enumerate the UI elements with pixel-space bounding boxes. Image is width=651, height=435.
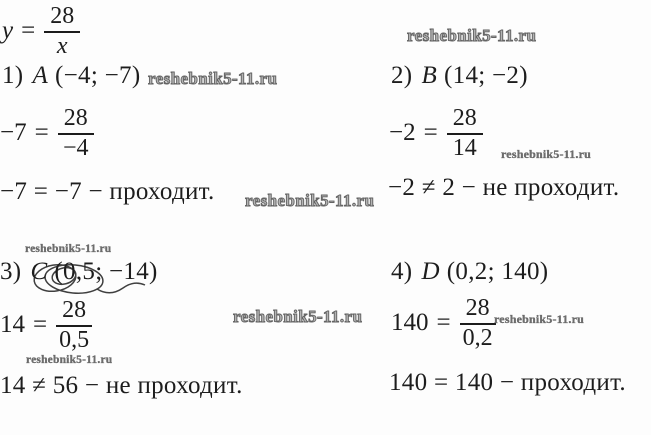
equation-lhs: −7: [0, 119, 27, 147]
point-4-conclusion: 140 = 140 − проходит.: [389, 369, 626, 396]
point-3-title: [0, 258, 158, 286]
fraction-28-over-02: [460, 296, 496, 351]
fraction-denominator: 0,2: [462, 324, 493, 351]
point-3-index: 3): [0, 258, 22, 285]
point-4-substitution-equation: [391, 296, 496, 351]
fraction-denominator: x: [56, 32, 68, 59]
point-1-title: [2, 62, 140, 90]
point-1-name: A: [32, 62, 49, 89]
point-4-name: D: [421, 258, 440, 285]
fraction-denominator: −4: [62, 134, 89, 161]
watermark: reshebnik5-11.ru: [501, 147, 591, 161]
equals-sign: =: [436, 309, 451, 337]
equals-sign: =: [33, 311, 48, 339]
point-3-coords: (0,5; −14): [54, 258, 158, 285]
point-3-conclusion: 14 ≠ 56 − не проходит.: [0, 372, 243, 399]
point-2-title: [391, 62, 528, 90]
watermark: reshebnik5-11.ru: [494, 312, 584, 326]
fraction-denominator: 14: [452, 134, 477, 161]
fraction-28-over-x: [44, 4, 80, 59]
point-4-coords: (0,2; 140): [446, 258, 549, 285]
main-function-formula: [2, 4, 80, 59]
watermark: reshebnik5-11.ru: [26, 354, 113, 366]
equals-sign: =: [423, 119, 438, 147]
point-2-name: B: [421, 62, 438, 89]
point-2-substitution-equation: [389, 106, 483, 161]
fraction-numerator: 28: [44, 4, 80, 33]
equation-lhs: 140: [391, 309, 429, 337]
fraction-denominator: 0,5: [59, 326, 90, 353]
point-3-name: C: [30, 258, 48, 285]
fraction-numerator: 28: [58, 106, 94, 135]
point-1-substitution-equation: [0, 106, 94, 161]
watermark: reshebnik5-11.ru: [407, 26, 537, 45]
equals-sign: =: [34, 119, 49, 147]
point-4-index: 4): [391, 258, 413, 285]
equation-lhs: 14: [0, 311, 25, 339]
point-1-conclusion: −7 = −7 − проходит.: [0, 178, 215, 205]
fraction-28-over-minus4: [58, 106, 94, 161]
watermark: reshebnik5-11.ru: [245, 191, 375, 210]
fraction-28-over-05: [56, 298, 92, 353]
watermark: reshebnik5-11.ru: [25, 243, 112, 255]
point-4-title: [391, 258, 548, 286]
point-1-index: 1): [2, 62, 24, 89]
point-3-substitution-equation: [0, 298, 92, 353]
watermark: reshebnik5-11.ru: [148, 69, 278, 88]
fraction-numerator: 28: [447, 106, 483, 135]
equation-lhs: −2: [389, 119, 416, 147]
watermark: reshebnik5-11.ru: [233, 307, 363, 326]
formula-variable-y: y: [2, 17, 14, 45]
point-2-coords: (14; −2): [444, 62, 528, 89]
fraction-28-over-14: [447, 106, 483, 161]
point-1-coords: (−4; −7): [55, 62, 141, 89]
fraction-numerator: 28: [460, 296, 496, 325]
point-2-conclusion: −2 ≠ 2 − не проходит.: [388, 174, 620, 201]
fraction-numerator: 28: [56, 298, 92, 327]
equals-sign: =: [21, 17, 36, 45]
point-2-index: 2): [391, 62, 413, 89]
